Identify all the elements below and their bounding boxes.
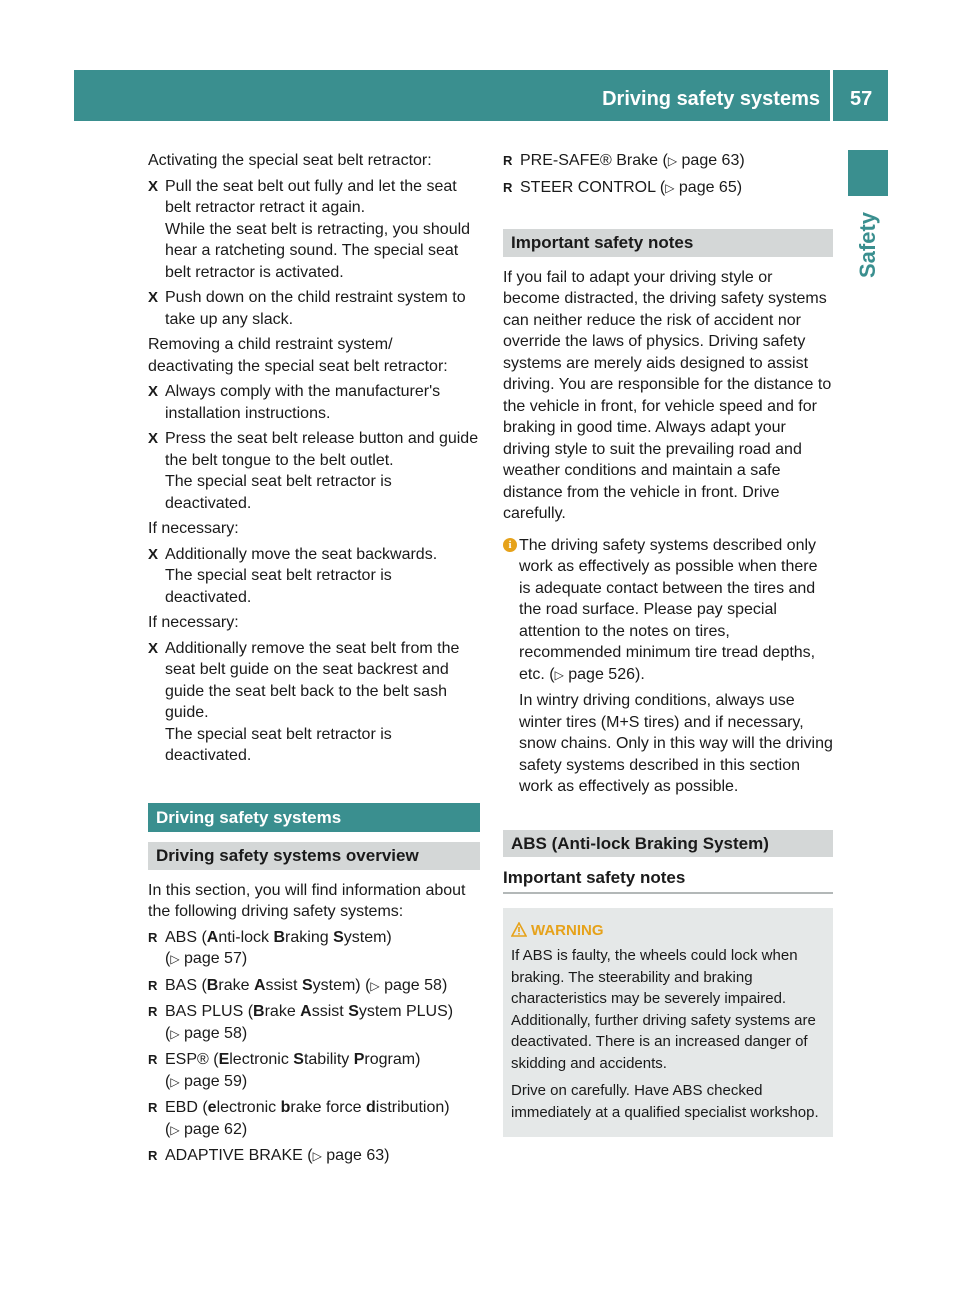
page-ref-link[interactable]: page 62 bbox=[184, 1120, 242, 1138]
info-note-continued: In wintry driving conditions, always use winter tires (M+S tires) and if necessary, snow chains. Only in this way will the driving safety systems described in this section work as effectively as possible. bbox=[519, 692, 833, 795]
warning-triangle-icon bbox=[511, 922, 527, 937]
important-notes-heading: Important safety notes bbox=[503, 229, 833, 257]
warning-text: If ABS is faulty, the wheels could lock when braking. The steerability and braking characteristics may be severely impaired. Additionally, further driving safety systems are deactivated. There is an increased danger of skidding and accidents. bbox=[511, 947, 816, 1072]
page-ref-arrow-icon: ▷ bbox=[170, 952, 180, 966]
warning-box bbox=[503, 908, 833, 1138]
left-column bbox=[148, 150, 480, 1172]
system-item-steer-control: R STEER CONTROL (▷ page 65) bbox=[503, 177, 833, 200]
step-item: X Push down on the child restraint system to take up any slack. bbox=[148, 287, 480, 330]
subsection-heading: Driving safety systems overview bbox=[148, 842, 480, 870]
info-note: i The driving safety systems described only work as effectively as possible when there is adequate contact between the tires and the road surface. Please pay special attention to the notes on tires, recommended minimum tire tread depths, etc. (▷ page 526). bbox=[503, 535, 833, 687]
important-notes-text: If you fail to adapt your driving style or become distracted, the driving safety systems can neither reduce the risk of accident nor override the laws of physics. Driving safety systems are merely aids designed to assist driving. You are responsible for the distance to the vehicle in front, for vehicle speed and for braking in good time. Always adapt your driving style to suit the prevailing road and weather conditions and maintain a safe distance from the vehicle in front. Drive carefully. bbox=[503, 268, 832, 522]
system-item-adaptive-brake: R ADAPTIVE BRAKE (▷ page 63) bbox=[148, 1145, 480, 1168]
header-divider bbox=[830, 70, 833, 121]
step-note: The special seat belt retractor is deactivated. bbox=[165, 725, 392, 764]
step-item: X Pull the seat belt out fully and let the seat belt retractor retract it again. While the seat belt is retracting, you should hear a ratcheting sound. The special seat belt retractor is activated. bbox=[148, 176, 480, 284]
header-title: Driving safety systems bbox=[602, 88, 820, 110]
warning-header: WARNING bbox=[511, 920, 825, 942]
abs-subheading: Important safety notes bbox=[503, 867, 833, 894]
page-ref-link[interactable]: page 63 bbox=[681, 152, 740, 169]
page-ref-arrow-icon: ▷ bbox=[170, 1026, 180, 1041]
system-item-pre-safe: R PRE-SAFE® Brake (▷ page 63) bbox=[503, 150, 833, 173]
page-ref-arrow-icon: ▷ bbox=[170, 1074, 180, 1089]
info-icon: i bbox=[503, 538, 517, 552]
system-item-abs: R ABS (Anti-lock Braking System) (▷ page 57) bbox=[148, 927, 480, 971]
system-item-ebd: R EBD (electronic brake force distribution) (▷ page 62) bbox=[148, 1097, 480, 1141]
page-ref-link[interactable]: page 63 bbox=[326, 1147, 385, 1164]
page-ref-link[interactable]: page 58 bbox=[384, 976, 442, 994]
intro-text: Activating the special seat belt retractor: bbox=[148, 152, 432, 169]
page-ref-link[interactable]: page 59 bbox=[184, 1072, 242, 1090]
step-item: X Additionally remove the seat belt from the seat belt guide on the seat backrest and guide the seat belt back to the belt sash guide. The special seat belt retractor is deactivated. bbox=[148, 638, 480, 767]
page-ref-link[interactable]: page 65 bbox=[678, 178, 737, 196]
overview-text: In this section, you will find information about the following driving safety systems: bbox=[148, 881, 466, 920]
right-column bbox=[503, 150, 833, 1137]
system-item-esp: R ESP® (Electronic Stability Program) (▷ page 59) bbox=[148, 1049, 480, 1093]
system-item-bas-plus: R BAS PLUS (Brake Assist System PLUS) (▷ page 58) bbox=[148, 1001, 480, 1045]
section-heading: Driving safety systems bbox=[148, 803, 480, 833]
step-item: X Press the seat belt release button and guide the belt tongue to the belt outlet. The special seat belt retractor is deactivated. bbox=[148, 428, 480, 514]
page-ref-link[interactable]: page 526 bbox=[568, 665, 635, 683]
step-note: While the seat belt is retracting, you should hear a ratcheting sound. The special seat belt retractor is activated. bbox=[165, 220, 471, 281]
page-ref-arrow-icon: ▷ bbox=[667, 154, 678, 168]
page-ref-arrow-icon: ▷ bbox=[554, 667, 564, 682]
page-ref-arrow-icon: ▷ bbox=[312, 1149, 322, 1163]
warning-action-text: Drive on carefully. Have ABS checked immediately at a qualified specialist workshop. bbox=[511, 1082, 819, 1121]
condition-text: If necessary: bbox=[148, 614, 239, 631]
page-number: 57 bbox=[850, 88, 873, 110]
system-item-bas: R BAS (Brake Assist System) (▷ page 58) bbox=[148, 975, 480, 998]
page-ref-link[interactable]: page 57 bbox=[184, 950, 242, 967]
page-ref-link[interactable]: page 58 bbox=[184, 1024, 242, 1042]
step-note: The special seat belt retractor is deactivated. bbox=[165, 567, 392, 606]
step-item: X Always comply with the manufacturer's installation instructions. bbox=[148, 381, 480, 424]
condition-text: If necessary: bbox=[148, 520, 239, 537]
side-tab bbox=[848, 150, 888, 196]
side-tab-label: Safety bbox=[855, 211, 880, 279]
abs-section-heading: ABS (Anti-lock Braking System) bbox=[503, 830, 833, 858]
step-note: The special seat belt retractor is deactivated. bbox=[165, 473, 392, 512]
page-ref-arrow-icon: ▷ bbox=[665, 180, 675, 195]
intro-text: Removing a child restraint system/ deactivating the special seat belt retractor: bbox=[148, 336, 448, 375]
page-ref-arrow-icon: ▷ bbox=[170, 1122, 180, 1137]
page-ref-arrow-icon: ▷ bbox=[370, 978, 380, 993]
step-item: X Additionally move the seat backwards. The special seat belt retractor is deactivated. bbox=[148, 544, 480, 609]
